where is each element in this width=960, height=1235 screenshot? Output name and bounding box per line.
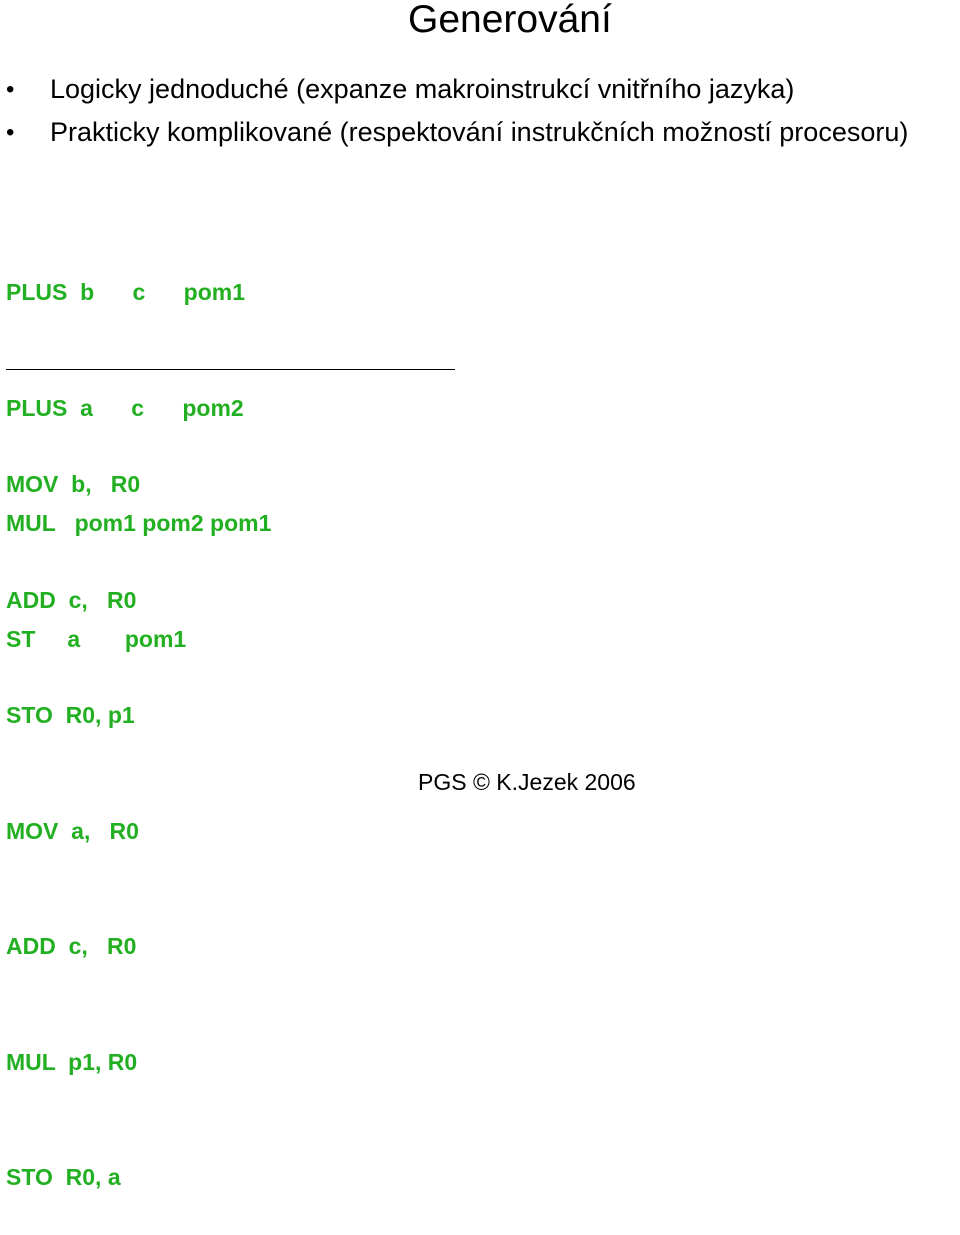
bullet-text: Prakticky komplikované (respektování instrukčních možností procesoru) xyxy=(50,117,909,147)
footer-credit: PGS © K.Jezek 2006 xyxy=(418,769,636,795)
code-line: MOV a, R0 xyxy=(6,817,139,844)
bullet-item xyxy=(0,111,960,154)
code-line: MUL p1, R0 xyxy=(6,1048,138,1075)
separator-line xyxy=(6,369,455,370)
code-line: STO R0, a xyxy=(6,1164,121,1190)
bullet-text: Logicky jednoduché (expanze makroinstrukcí vnitřního jazyka) xyxy=(50,74,795,104)
code-line: MOV b, R0 xyxy=(6,471,141,497)
code-line: ADD c, R0 xyxy=(6,586,137,613)
bullet-list xyxy=(0,68,960,154)
code-line: ADD c, R0 xyxy=(6,933,137,959)
code-line: ST a pom1 xyxy=(6,625,187,652)
slide-title: Generování xyxy=(408,0,612,41)
code-line: PLUS b c pom1 xyxy=(6,279,245,305)
generated-code-block xyxy=(6,388,140,1235)
code-line: PLUS a c pom2 xyxy=(6,394,244,421)
code-line: MUL pom1 pom2 pom1 xyxy=(6,510,272,536)
bullet-marker: • xyxy=(6,76,15,103)
bullet-marker: • xyxy=(6,119,15,146)
code-line: STO R0, p1 xyxy=(6,702,135,728)
bullet-item xyxy=(0,68,960,111)
